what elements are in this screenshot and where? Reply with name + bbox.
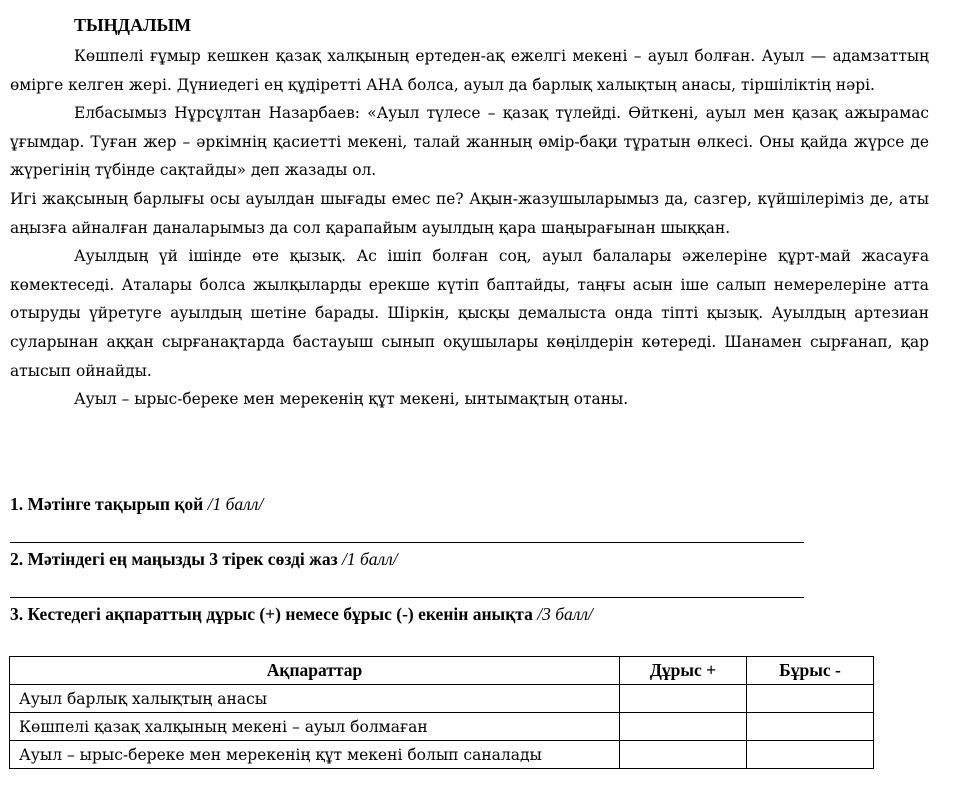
statement-cell: Ауыл барлық халықтың анасы xyxy=(10,685,620,713)
question-text: 1. Мәтінге тақырып қой xyxy=(10,494,204,514)
wrong-mark-cell[interactable] xyxy=(747,685,874,713)
answer-line-2[interactable] xyxy=(10,597,804,598)
table-row xyxy=(10,713,874,741)
statement-cell: Көшпелі қазақ халқының мекені – ауыл болмаған xyxy=(10,713,620,741)
header-correct: Дұрыс + xyxy=(620,657,747,685)
question-2 xyxy=(10,549,398,570)
table-header-row xyxy=(10,657,874,685)
table-row xyxy=(10,741,874,769)
question-score: /1 балл/ xyxy=(341,549,398,569)
true-false-table xyxy=(9,656,874,769)
wrong-mark-cell[interactable] xyxy=(747,713,874,741)
paragraph: Ауылдың үй ішінде өте қызық. Ас ішіп болған соң, ауыл балалары әжелеріне құрт-май жасауға көмектеседі. Аталары болса жылқыларды ерекше күтіп баптайды, таңғы асын іше салып немерелеріне атта отыруды үйретуге ауылдың шетіне барады. Шіркін, қысқы демалыста онда тіпті қызық. Ауылдың артезиан суларынан аққан сырғанақтарда бастауыш сынып оқушылары көңілдерін көтереді. Шанамен сырғанап, қар атысып ойнайды. xyxy=(10,247,929,380)
paragraph: Ауыл – ырыс-береке мен мерекенің құт мекені, ынтымақтың отаны. xyxy=(74,390,629,409)
question-1 xyxy=(10,494,263,515)
question-3 xyxy=(10,604,593,625)
correct-mark-cell[interactable] xyxy=(620,685,747,713)
header-statements: Ақпараттар xyxy=(10,657,620,685)
correct-mark-cell[interactable] xyxy=(620,741,747,769)
correct-mark-cell[interactable] xyxy=(620,713,747,741)
page-title: ТЫҢДАЛЫМ xyxy=(74,15,192,35)
question-text: 2. Мәтіндегі ең маңызды 3 тірек сөзді жаз xyxy=(10,549,338,569)
header-wrong: Бұрыс - xyxy=(747,657,874,685)
question-score: /1 балл/ xyxy=(207,494,264,514)
paragraph: Көшпелі ғұмыр кешкен қазақ халқының ертеден-ақ ежелгі мекені – ауыл болған. Ауыл — адамзаттың өмірге келген жері. Дүниедегі ең құдіретті АНА болса, ауыл да барлық халықтың анасы, тіршіліктің нәрі. xyxy=(10,47,929,94)
reading-passage xyxy=(10,42,929,414)
paragraph: Игі жақсының барлығы осы ауылдан шығады емес пе? Ақын-жазушыларымыз да, сазгер, күйшілеріміз де, аты аңызға айналған даналарымыз да сол қарапайым ауылдың қара шаңырағынан шыққан. xyxy=(10,189,929,237)
answer-line-1[interactable] xyxy=(10,542,804,543)
wrong-mark-cell[interactable] xyxy=(747,741,874,769)
statement-cell: Ауыл – ырыс-береке мен мерекенің құт мекені болып саналады xyxy=(10,741,620,769)
paragraph: Елбасымыз Нұрсұлтан Назарбаев: «Ауыл түлесе – қазақ түлейді. Өйткені, ауыл мен қазақ ажырамас ұғымдар. Туған жер – әркімнің қасиетті мекені, талай жанның өмір-бақи тұратын өлкесі. Оны қайда жүрсе де жүрегінің түбінде сақтайды» деп жазады ол. xyxy=(10,104,929,180)
question-score: /3 балл/ xyxy=(537,604,593,624)
table-row xyxy=(10,685,874,713)
question-text: 3. Кестедегі ақпараттың дұрыс (+) немесе бұрыс (-) екенін анықта xyxy=(10,604,533,624)
